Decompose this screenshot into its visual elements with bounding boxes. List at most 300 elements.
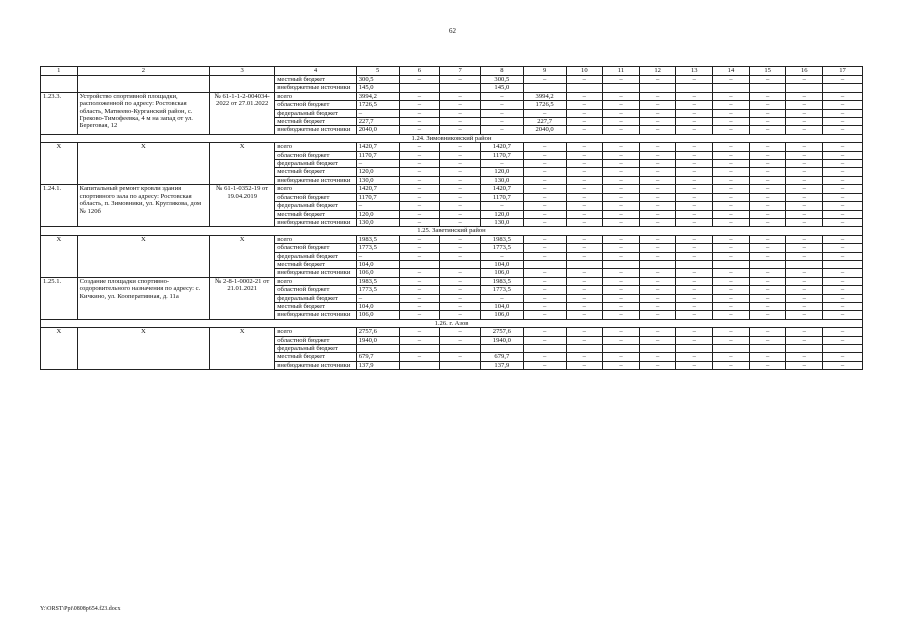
value-cell: 2040,0 bbox=[523, 126, 566, 134]
value-cell: – bbox=[399, 252, 440, 260]
value-cell: – bbox=[713, 126, 750, 134]
value-cell: – bbox=[639, 118, 676, 126]
value-cell: – bbox=[440, 176, 481, 184]
value-cell: – bbox=[440, 328, 481, 336]
value-cell: – bbox=[639, 193, 676, 201]
value-cell bbox=[399, 345, 440, 353]
value-cell: – bbox=[749, 361, 786, 369]
value-cell: – bbox=[399, 286, 440, 294]
value-cell: – bbox=[639, 92, 676, 100]
value-cell: – bbox=[639, 218, 676, 226]
value-cell: – bbox=[786, 328, 823, 336]
value-cell: – bbox=[399, 328, 440, 336]
value-cell: – bbox=[823, 235, 863, 243]
value-cell: – bbox=[603, 101, 640, 109]
value-cell: – bbox=[399, 235, 440, 243]
value-cell: – bbox=[566, 336, 603, 344]
value-cell: – bbox=[676, 311, 713, 319]
value-cell: – bbox=[356, 252, 399, 260]
value-cell: – bbox=[440, 185, 481, 193]
value-cell: – bbox=[639, 361, 676, 369]
value-cell: – bbox=[823, 244, 863, 252]
value-cell bbox=[713, 345, 750, 353]
value-cell: – bbox=[566, 168, 603, 176]
value-cell: – bbox=[440, 286, 481, 294]
value-cell: 120,0 bbox=[356, 168, 399, 176]
value-cell: – bbox=[639, 76, 676, 84]
value-cell: – bbox=[749, 210, 786, 218]
funding-source-cell: внебюджетные источники bbox=[275, 176, 356, 184]
value-cell: – bbox=[676, 302, 713, 310]
value-cell: – bbox=[523, 294, 566, 302]
value-cell: – bbox=[786, 118, 823, 126]
value-cell: – bbox=[676, 92, 713, 100]
value-cell: – bbox=[566, 101, 603, 109]
value-cell: – bbox=[639, 244, 676, 252]
value-cell bbox=[523, 260, 566, 268]
table-row bbox=[41, 185, 863, 193]
value-cell: – bbox=[523, 302, 566, 310]
continuation-blank-cell bbox=[77, 76, 209, 93]
value-cell: – bbox=[713, 76, 750, 84]
value-cell: – bbox=[713, 143, 750, 151]
value-cell: – bbox=[713, 336, 750, 344]
value-cell bbox=[566, 260, 603, 268]
value-cell: – bbox=[786, 302, 823, 310]
x-mark-cell: Х bbox=[210, 235, 275, 277]
funding-source-cell: всего bbox=[275, 328, 356, 336]
value-cell: – bbox=[749, 151, 786, 159]
value-cell: – bbox=[786, 218, 823, 226]
value-cell: – bbox=[399, 185, 440, 193]
funding-source-cell: федеральный бюджет bbox=[275, 252, 356, 260]
value-cell: – bbox=[823, 311, 863, 319]
value-cell: – bbox=[566, 235, 603, 243]
value-cell: – bbox=[566, 302, 603, 310]
value-cell: – bbox=[440, 143, 481, 151]
value-cell bbox=[603, 84, 640, 92]
value-cell: – bbox=[676, 118, 713, 126]
x-mark-cell: Х bbox=[41, 328, 78, 370]
value-cell: – bbox=[786, 76, 823, 84]
value-cell: – bbox=[603, 277, 640, 285]
value-cell bbox=[676, 260, 713, 268]
value-cell: 1773,5 bbox=[480, 244, 523, 252]
value-cell: – bbox=[676, 286, 713, 294]
value-cell: – bbox=[639, 235, 676, 243]
page-number: 62 bbox=[449, 27, 456, 35]
value-cell bbox=[786, 345, 823, 353]
value-cell: – bbox=[786, 277, 823, 285]
value-cell: – bbox=[786, 353, 823, 361]
value-cell: – bbox=[749, 76, 786, 84]
value-cell: 130,0 bbox=[356, 176, 399, 184]
value-cell: – bbox=[749, 202, 786, 210]
value-cell: – bbox=[676, 269, 713, 277]
funding-source-cell: местный бюджет bbox=[275, 302, 356, 310]
value-cell: – bbox=[713, 302, 750, 310]
value-cell: – bbox=[566, 252, 603, 260]
value-cell: – bbox=[440, 311, 481, 319]
value-cell: – bbox=[639, 353, 676, 361]
value-cell: – bbox=[480, 92, 523, 100]
value-cell: – bbox=[399, 311, 440, 319]
value-cell: – bbox=[440, 244, 481, 252]
value-cell: – bbox=[749, 185, 786, 193]
value-cell: – bbox=[823, 176, 863, 184]
value-cell: 2757,6 bbox=[356, 328, 399, 336]
value-cell: – bbox=[713, 176, 750, 184]
table-row bbox=[41, 143, 863, 151]
funding-source-cell: областной бюджет bbox=[275, 286, 356, 294]
value-cell: – bbox=[566, 294, 603, 302]
value-cell bbox=[749, 345, 786, 353]
value-cell: – bbox=[639, 160, 676, 168]
value-cell: – bbox=[713, 353, 750, 361]
value-cell: 130,0 bbox=[480, 176, 523, 184]
value-cell: – bbox=[639, 311, 676, 319]
value-cell: – bbox=[639, 202, 676, 210]
value-cell: – bbox=[786, 168, 823, 176]
funding-source-cell: областной бюджет bbox=[275, 336, 356, 344]
value-cell: – bbox=[399, 143, 440, 151]
value-cell: – bbox=[676, 151, 713, 159]
funding-source-cell: областной бюджет bbox=[275, 101, 356, 109]
value-cell: 145,0 bbox=[356, 84, 399, 92]
column-number-cell: 1 bbox=[41, 67, 78, 76]
permit-number-cell: № 61-1-0352-19 от 19.04.2019 bbox=[210, 185, 275, 227]
value-cell: – bbox=[566, 76, 603, 84]
table-row bbox=[41, 76, 863, 84]
x-mark-cell: Х bbox=[210, 328, 275, 370]
value-cell: – bbox=[713, 277, 750, 285]
value-cell: – bbox=[749, 277, 786, 285]
value-cell bbox=[639, 345, 676, 353]
value-cell: – bbox=[603, 126, 640, 134]
value-cell: – bbox=[749, 193, 786, 201]
value-cell: 300,5 bbox=[356, 76, 399, 84]
value-cell: – bbox=[566, 269, 603, 277]
value-cell: – bbox=[566, 118, 603, 126]
value-cell: – bbox=[399, 168, 440, 176]
x-mark-cell: Х bbox=[41, 235, 78, 277]
funding-source-cell: всего bbox=[275, 185, 356, 193]
funding-source-cell: местный бюджет bbox=[275, 76, 356, 84]
value-cell bbox=[786, 260, 823, 268]
value-cell: – bbox=[713, 210, 750, 218]
value-cell bbox=[399, 84, 440, 92]
value-cell bbox=[603, 345, 640, 353]
value-cell: 120,0 bbox=[480, 168, 523, 176]
value-cell: – bbox=[639, 101, 676, 109]
value-cell: – bbox=[566, 176, 603, 184]
value-cell bbox=[786, 84, 823, 92]
value-cell bbox=[480, 345, 523, 353]
value-cell: – bbox=[749, 311, 786, 319]
value-cell: – bbox=[399, 92, 440, 100]
value-cell: – bbox=[676, 109, 713, 117]
value-cell: – bbox=[523, 269, 566, 277]
value-cell: – bbox=[566, 160, 603, 168]
value-cell: – bbox=[523, 109, 566, 117]
value-cell: – bbox=[749, 286, 786, 294]
value-cell bbox=[676, 345, 713, 353]
value-cell: – bbox=[523, 353, 566, 361]
funding-source-cell: областной бюджет bbox=[275, 244, 356, 252]
value-cell: – bbox=[749, 269, 786, 277]
value-cell: – bbox=[523, 176, 566, 184]
value-cell: – bbox=[603, 76, 640, 84]
funding-source-cell: местный бюджет bbox=[275, 260, 356, 268]
value-cell: – bbox=[523, 286, 566, 294]
value-cell: – bbox=[823, 269, 863, 277]
budget-table bbox=[40, 66, 863, 370]
value-cell: – bbox=[523, 160, 566, 168]
value-cell: 106,0 bbox=[356, 311, 399, 319]
value-cell bbox=[440, 345, 481, 353]
value-cell: – bbox=[523, 218, 566, 226]
section-title: 1.24. Зимовниковский район bbox=[41, 134, 863, 142]
funding-source-cell: внебюджетные источники bbox=[275, 311, 356, 319]
value-cell: – bbox=[676, 176, 713, 184]
value-cell: – bbox=[603, 151, 640, 159]
value-cell: – bbox=[786, 160, 823, 168]
funding-source-cell: внебюджетные источники bbox=[275, 361, 356, 369]
value-cell: – bbox=[399, 277, 440, 285]
value-cell: – bbox=[786, 176, 823, 184]
column-number-cell: 15 bbox=[749, 67, 786, 76]
value-cell: – bbox=[639, 286, 676, 294]
value-cell: – bbox=[786, 109, 823, 117]
value-cell: 300,5 bbox=[480, 76, 523, 84]
value-cell: 1170,7 bbox=[356, 151, 399, 159]
value-cell: – bbox=[676, 336, 713, 344]
value-cell: – bbox=[823, 76, 863, 84]
value-cell: – bbox=[603, 244, 640, 252]
value-cell: – bbox=[786, 126, 823, 134]
value-cell: – bbox=[440, 277, 481, 285]
value-cell: – bbox=[399, 109, 440, 117]
value-cell: – bbox=[639, 252, 676, 260]
value-cell: 1940,0 bbox=[480, 336, 523, 344]
value-cell bbox=[523, 84, 566, 92]
section-header-row bbox=[41, 227, 863, 235]
value-cell: – bbox=[823, 218, 863, 226]
value-cell: – bbox=[480, 160, 523, 168]
value-cell: 145,0 bbox=[480, 84, 523, 92]
value-cell: – bbox=[480, 101, 523, 109]
value-cell: – bbox=[676, 126, 713, 134]
value-cell: – bbox=[399, 118, 440, 126]
funding-source-cell: федеральный бюджет bbox=[275, 202, 356, 210]
permit-number-cell: № 2-8-1-0002-21 от 21.01.2021 bbox=[210, 277, 275, 319]
value-cell: – bbox=[713, 168, 750, 176]
value-cell: – bbox=[639, 294, 676, 302]
value-cell bbox=[399, 260, 440, 268]
value-cell: – bbox=[713, 160, 750, 168]
value-cell: – bbox=[440, 202, 481, 210]
value-cell: – bbox=[676, 353, 713, 361]
value-cell: – bbox=[786, 244, 823, 252]
column-number-cell: 16 bbox=[786, 67, 823, 76]
value-cell: – bbox=[523, 202, 566, 210]
funding-source-cell: внебюджетные источники bbox=[275, 269, 356, 277]
object-description-cell: Создание площадки спортивно-оздоровительного назначения по адресу: с. Кичкино, ул. Кооперативная, д. 11а bbox=[77, 277, 209, 319]
value-cell: – bbox=[440, 353, 481, 361]
value-cell: – bbox=[523, 151, 566, 159]
value-cell: – bbox=[566, 143, 603, 151]
value-cell: – bbox=[786, 235, 823, 243]
value-cell: 3994,2 bbox=[523, 92, 566, 100]
value-cell: – bbox=[749, 160, 786, 168]
value-cell: 120,0 bbox=[356, 210, 399, 218]
value-cell: – bbox=[749, 328, 786, 336]
value-cell: – bbox=[676, 361, 713, 369]
column-number-cell: 9 bbox=[523, 67, 566, 76]
value-cell: 130,0 bbox=[356, 218, 399, 226]
value-cell: 137,9 bbox=[480, 361, 523, 369]
value-cell: – bbox=[786, 143, 823, 151]
value-cell: 1420,7 bbox=[356, 185, 399, 193]
value-cell: – bbox=[639, 151, 676, 159]
value-cell: – bbox=[749, 168, 786, 176]
value-cell: – bbox=[440, 92, 481, 100]
value-cell: – bbox=[523, 252, 566, 260]
value-cell: 2040,0 bbox=[356, 126, 399, 134]
value-cell: – bbox=[823, 328, 863, 336]
value-cell: – bbox=[440, 336, 481, 344]
column-number-row bbox=[41, 67, 863, 76]
value-cell: – bbox=[603, 311, 640, 319]
value-cell: – bbox=[823, 202, 863, 210]
value-cell: – bbox=[713, 361, 750, 369]
value-cell: – bbox=[749, 143, 786, 151]
value-cell: – bbox=[823, 160, 863, 168]
value-cell: – bbox=[786, 210, 823, 218]
value-cell: – bbox=[786, 286, 823, 294]
value-cell: – bbox=[639, 126, 676, 134]
value-cell: – bbox=[639, 302, 676, 310]
value-cell bbox=[356, 345, 399, 353]
value-cell: – bbox=[786, 92, 823, 100]
section-title: 1.25. Заветинский район bbox=[41, 227, 863, 235]
value-cell: – bbox=[823, 252, 863, 260]
value-cell: – bbox=[823, 336, 863, 344]
value-cell: – bbox=[676, 185, 713, 193]
object-number-cell: 1.25.1. bbox=[41, 277, 78, 319]
value-cell: 2757,6 bbox=[480, 328, 523, 336]
value-cell: 120,0 bbox=[480, 210, 523, 218]
value-cell: – bbox=[440, 118, 481, 126]
value-cell: – bbox=[523, 235, 566, 243]
value-cell: – bbox=[523, 361, 566, 369]
value-cell: – bbox=[603, 210, 640, 218]
column-number-cell: 10 bbox=[566, 67, 603, 76]
permit-number-cell: № 61-1-1-2-004034-2022 от 27.01.2022 bbox=[210, 92, 275, 134]
value-cell: 130,0 bbox=[480, 218, 523, 226]
funding-source-cell: местный бюджет bbox=[275, 353, 356, 361]
value-cell: 1983,5 bbox=[480, 235, 523, 243]
value-cell: – bbox=[480, 252, 523, 260]
value-cell bbox=[603, 260, 640, 268]
value-cell: – bbox=[399, 193, 440, 201]
value-cell: – bbox=[713, 202, 750, 210]
value-cell: – bbox=[749, 109, 786, 117]
value-cell: – bbox=[603, 118, 640, 126]
value-cell bbox=[713, 84, 750, 92]
value-cell: – bbox=[676, 218, 713, 226]
column-number-cell: 4 bbox=[275, 67, 356, 76]
funding-source-cell: местный бюджет bbox=[275, 210, 356, 218]
funding-source-cell: всего bbox=[275, 143, 356, 151]
value-cell: – bbox=[823, 361, 863, 369]
value-cell: 1420,7 bbox=[356, 143, 399, 151]
value-cell: – bbox=[823, 126, 863, 134]
value-cell: – bbox=[399, 244, 440, 252]
value-cell: – bbox=[786, 311, 823, 319]
value-cell: – bbox=[603, 218, 640, 226]
value-cell: – bbox=[603, 193, 640, 201]
value-cell: – bbox=[639, 168, 676, 176]
value-cell: – bbox=[713, 311, 750, 319]
value-cell: – bbox=[566, 286, 603, 294]
value-cell: 106,0 bbox=[356, 269, 399, 277]
value-cell bbox=[639, 260, 676, 268]
value-cell: – bbox=[603, 252, 640, 260]
value-cell: – bbox=[786, 101, 823, 109]
value-cell: – bbox=[749, 252, 786, 260]
value-cell: – bbox=[603, 286, 640, 294]
value-cell: – bbox=[749, 235, 786, 243]
value-cell: 1983,5 bbox=[356, 235, 399, 243]
value-cell: – bbox=[713, 101, 750, 109]
value-cell: – bbox=[356, 109, 399, 117]
value-cell: – bbox=[566, 151, 603, 159]
value-cell bbox=[823, 260, 863, 268]
value-cell: 1940,0 bbox=[356, 336, 399, 344]
value-cell: – bbox=[786, 185, 823, 193]
value-cell: – bbox=[440, 235, 481, 243]
value-cell: – bbox=[603, 328, 640, 336]
value-cell: – bbox=[823, 302, 863, 310]
value-cell: – bbox=[749, 126, 786, 134]
value-cell: – bbox=[639, 210, 676, 218]
value-cell: – bbox=[566, 210, 603, 218]
value-cell: 1170,7 bbox=[480, 193, 523, 201]
value-cell: 1420,7 bbox=[480, 143, 523, 151]
value-cell: – bbox=[639, 336, 676, 344]
value-cell: – bbox=[399, 353, 440, 361]
value-cell: – bbox=[399, 126, 440, 134]
value-cell: – bbox=[440, 218, 481, 226]
value-cell: – bbox=[713, 286, 750, 294]
value-cell: – bbox=[603, 336, 640, 344]
value-cell: – bbox=[676, 210, 713, 218]
value-cell: – bbox=[523, 76, 566, 84]
value-cell: – bbox=[786, 151, 823, 159]
value-cell: – bbox=[713, 294, 750, 302]
value-cell: – bbox=[749, 244, 786, 252]
value-cell: – bbox=[676, 294, 713, 302]
value-cell: – bbox=[713, 269, 750, 277]
value-cell: – bbox=[713, 244, 750, 252]
value-cell: 227,7 bbox=[523, 118, 566, 126]
value-cell: – bbox=[440, 109, 481, 117]
value-cell bbox=[639, 84, 676, 92]
value-cell: 1983,5 bbox=[480, 277, 523, 285]
object-number-cell: 1.23.3. bbox=[41, 92, 78, 134]
value-cell: – bbox=[749, 336, 786, 344]
